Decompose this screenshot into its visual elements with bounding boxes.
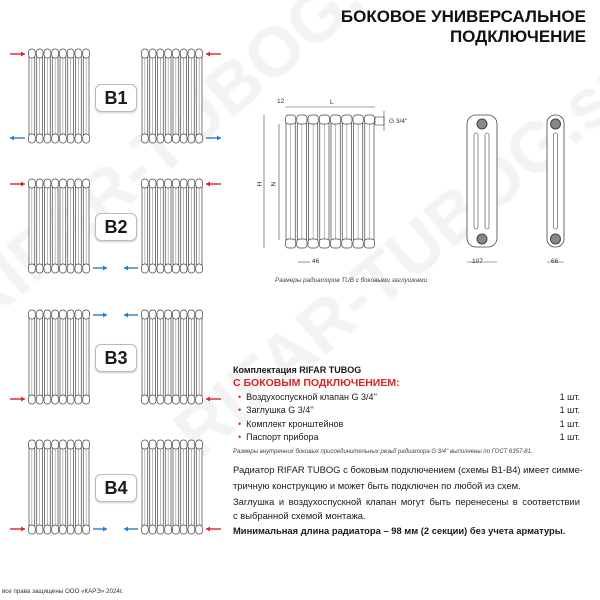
- column-cap: [353, 239, 363, 248]
- scheme-label: B1: [95, 84, 137, 112]
- kit-item: • Заглушка G 3/4'' 1 шт.: [238, 405, 580, 415]
- column-cap: [297, 239, 307, 248]
- dim-66: 66: [551, 258, 559, 265]
- kit-item-name: Комплект кронштейнов: [246, 419, 344, 429]
- dim-46: 46: [312, 258, 320, 265]
- kit-item-qty: 1 шт.: [559, 419, 580, 429]
- column-cap: [319, 239, 329, 248]
- title-line: БОКОВОЕ УНИВЕРСАЛЬНОЕ: [340, 7, 586, 26]
- thread-label: G 3/4'': [389, 118, 408, 125]
- description-line: Радиатор RIFAR TUBOG с боковым подключением (схемы B1-B4) имеет симме-: [233, 464, 583, 475]
- column-cap: [364, 239, 374, 248]
- column-cap: [364, 115, 374, 124]
- column-cap: [308, 239, 318, 248]
- kit-item-name: Паспорт прибора: [246, 432, 319, 442]
- kit-subtitle: С БОКОВЫМ ПОДКЛЮЧЕНИЕМ:: [233, 377, 400, 389]
- kit-item-qty: 1 шт.: [559, 432, 580, 442]
- kit-item-qty: 1 шт.: [559, 392, 580, 402]
- side-view-wide: [467, 115, 497, 247]
- column-cap: [286, 239, 296, 248]
- column-cap: [331, 239, 341, 248]
- scheme-label: B3: [95, 344, 137, 372]
- footer-copyright: все права защищены ООО «КАРЭ» 2024г.: [2, 588, 124, 595]
- kit-item: • Воздухоспускной клапан G 3/4'' 1 шт.: [238, 392, 580, 402]
- description-line: Минимальная длина радиатора – 98 мм (2 секции) без учета арматуры.: [233, 525, 566, 536]
- dim-L: L: [330, 99, 334, 106]
- nipple: [477, 234, 487, 244]
- column-cap: [342, 239, 352, 248]
- column-cap: [297, 115, 307, 124]
- column-cap: [286, 115, 296, 124]
- kit-item-name: Заглушка G 3/4'': [246, 405, 314, 415]
- nipple: [477, 119, 487, 129]
- drawing-caption: Размеры радиаторов TUB с боковыми заглушками: [275, 277, 428, 284]
- thread-note: Размеры внутренних боковых присоединительных резьб радиатора G 3/4'' выполнены по ГОСТ 6357-81.: [233, 449, 533, 455]
- kit-item: • Паспорт прибора 1 шт.: [238, 432, 580, 442]
- description-line: с выбранной схемой монтажа.: [233, 510, 366, 521]
- kit-title: Комплектация RIFAR TUBOG: [233, 365, 362, 375]
- nipple: [551, 234, 561, 244]
- side-view-narrow: [547, 115, 564, 247]
- dim-H: H: [256, 181, 264, 187]
- column-cap: [342, 115, 352, 124]
- dim-N: N: [270, 181, 278, 187]
- column-cap: [308, 115, 318, 124]
- radiator: [286, 115, 375, 248]
- dim-12: 12: [277, 98, 285, 105]
- description-line: Заглушка и воздухоспускной клапан могут быть перенесены в соответствии: [233, 496, 580, 507]
- scheme-label: B2: [95, 213, 137, 241]
- nipple: [551, 119, 561, 129]
- kit-item: • Комплект кронштейнов 1 шт.: [238, 419, 580, 429]
- dim-107: 107: [472, 258, 483, 265]
- description-line: тричную конструкцию и может быть подключен по любой из схем.: [233, 480, 521, 491]
- column-cap: [331, 115, 341, 124]
- column-cap: [353, 115, 363, 124]
- kit-item-name: Воздухоспускной клапан G 3/4'': [246, 392, 377, 402]
- scheme-label: B4: [95, 474, 137, 502]
- fitting: [375, 117, 384, 125]
- column-cap: [319, 115, 329, 124]
- kit-item-qty: 1 шт.: [559, 405, 580, 415]
- title-line: ПОДКЛЮЧЕНИЕ: [449, 27, 586, 46]
